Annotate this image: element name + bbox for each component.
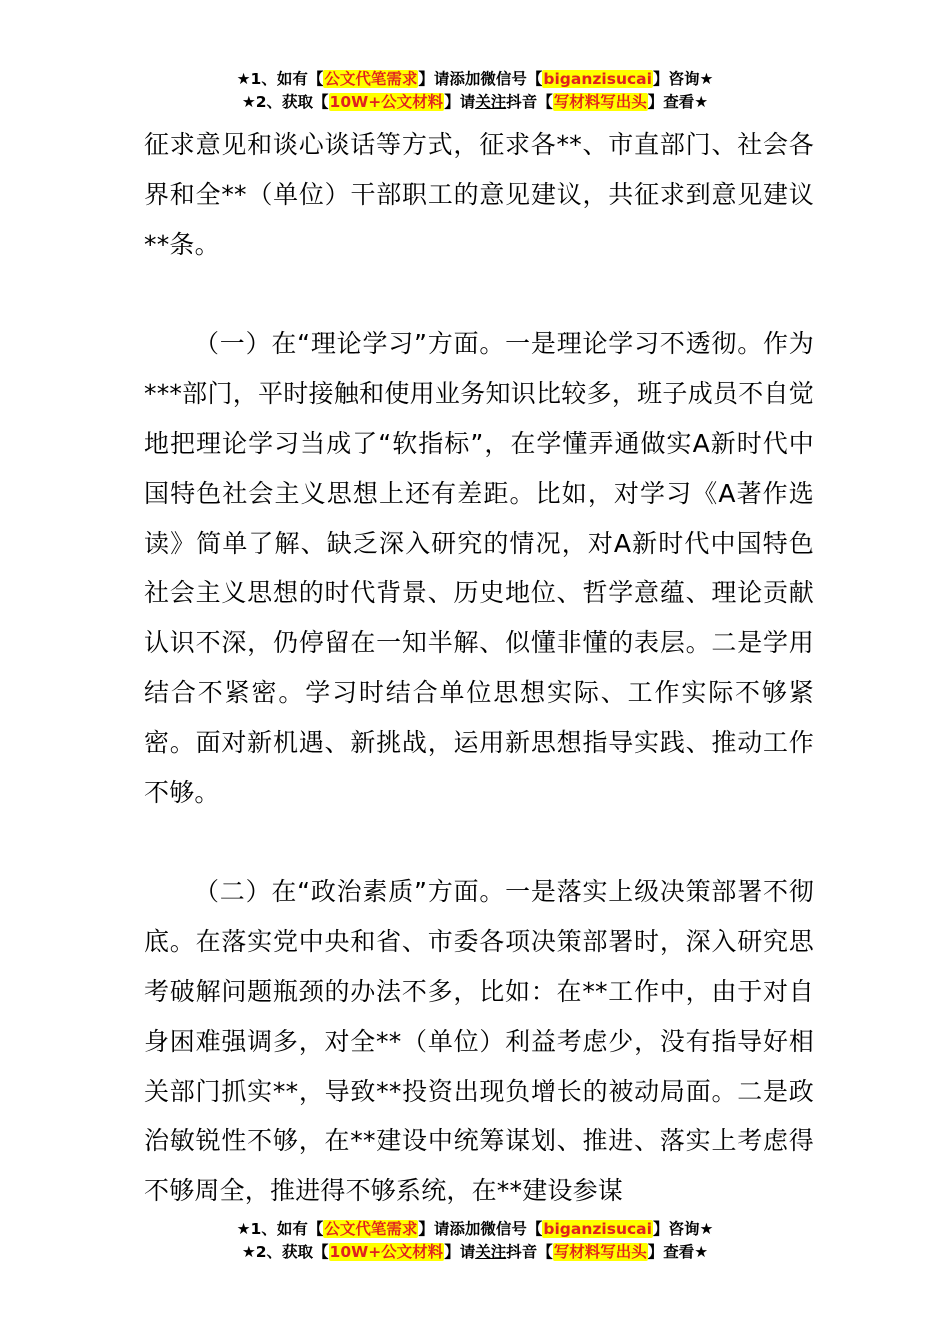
highlight-wechat-id: biganzisucai bbox=[543, 70, 652, 88]
highlight-service: 公文代笔需求 bbox=[324, 1220, 418, 1238]
star-icon: ★ bbox=[241, 1243, 256, 1261]
highlight-douyin-id: 写材料写出头 bbox=[553, 93, 647, 111]
document-body bbox=[144, 120, 814, 1216]
star-icon: ★ bbox=[694, 93, 709, 111]
star-icon: ★ bbox=[236, 70, 251, 88]
notice-line-1: ★1、如有【公文代笔需求】请添加微信号【biganzisucai】咨询★ bbox=[236, 1220, 714, 1238]
header-notice bbox=[0, 68, 950, 114]
star-icon: ★ bbox=[241, 93, 256, 111]
notice-line-2: ★2、获取【10W+公文材料】请关注抖音【写材料写出头】查看★ bbox=[241, 1243, 709, 1261]
star-icon: ★ bbox=[236, 1220, 251, 1238]
star-icon: ★ bbox=[699, 70, 714, 88]
highlight-wechat-id: biganzisucai bbox=[543, 1220, 652, 1238]
star-icon: ★ bbox=[694, 1243, 709, 1261]
highlight-materials: 10W+公文材料 bbox=[329, 93, 444, 111]
paragraph-theory-study: （一）在“理论学习”方面。一是理论学习不透彻。作为***部门，平时接触和使用业务知识比较多，班子成员不自觉地把理论学习当成了“软指标”，在学懂弄通做实A新时代中国特色社会主义思想上还有差距。比如，对学习《A著作选读》简单了解、缺乏深入研究的情况，对A新时代中国特色社会主义思想的时代背景、历史地位、哲学意蕴、理论贡献认识不深，仍停留在一知半解、似懂非懂的表层。二是学用结合不紧密。学习时结合单位思想实际、工作实际不够紧密。面对新机遇、新挑战，运用新思想指导实践、推动工作不够。 bbox=[144, 329, 814, 807]
highlight-douyin-id: 写材料写出头 bbox=[553, 1243, 647, 1261]
star-icon: ★ bbox=[699, 1220, 714, 1238]
notice-line-2: ★2、获取【10W+公文材料】请关注抖音【写材料写出头】查看★ bbox=[241, 93, 709, 111]
footer-notice bbox=[0, 1218, 950, 1264]
highlight-service: 公文代笔需求 bbox=[324, 70, 418, 88]
paragraph-political-quality: （二）在“政治素质”方面。一是落实上级决策部署不彻底。在落实党中央和省、市委各项决策部署时，深入研究思考破解问题瓶颈的办法不多，比如：在**工作中，由于对自身困难强调多，对全**（单位）利益考虑少，没有指导好相关部门抓实**，导致**投资出现负增长的被动局面。二是政治敏锐性不够，在**建设中统筹谋划、推进、落实上考虑得不够周全，推进得不够系统，在**建设参谋 bbox=[144, 877, 814, 1206]
notice-line-1: ★1、如有【公文代笔需求】请添加微信号【biganzisucai】咨询★ bbox=[236, 70, 714, 88]
highlight-materials: 10W+公文材料 bbox=[329, 1243, 444, 1261]
paragraph-continuation: 征求意见和谈心谈话等方式，征求各**、市直部门、社会各界和全**（单位）干部职工的意见建议，共征求到意见建议**条。 bbox=[144, 130, 814, 259]
